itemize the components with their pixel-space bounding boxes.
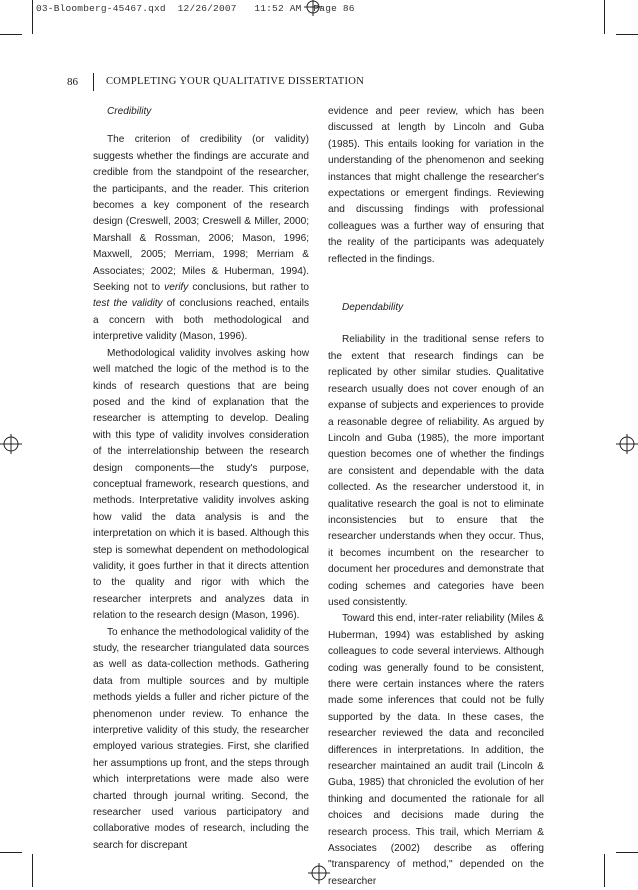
page-number: 86 xyxy=(67,76,78,88)
paragraph: To enhance the methodological validity of the study, the researcher triangulated data sources as well as data-collection methods. Gathering data from multiple sources and by multiple methods yields a fuller and richer picture of the phenomenon under review. To enhance the interpretive validity of this study, the researcher employed various strategies. First, she clarified her assumptions up front, and the steps through which interpretations were made also were charted through journal writing. Second, the researcher used various participatory and collaborative modes of research, including the search for discrepant xyxy=(93,626,309,851)
crop-mark xyxy=(0,34,22,35)
paragraph: The criterion of credibility (or validity) suggests whether the findings are accurate and credible from the standpoint of the researcher, the participants, and the reader. This criterion becomes a key component of the research design (Creswell, 2003; Creswell & Miller, 2000; Marshall & Rossman, 2006; Mason, 1996; Maxwell, 2005; Merriam, 1998; Merriam & Associates; 2002; Miles & Huberman, 1994). Seeking not to verify conclusions, but rather to test the validity of conclusions reached, entails a concern with both methodological and interpretive validity (Mason, 1996). xyxy=(93,134,309,343)
registration-mark-icon xyxy=(308,862,330,884)
slug-page: Page 86 xyxy=(313,3,355,14)
crop-mark xyxy=(0,852,22,853)
crop-mark xyxy=(604,854,605,887)
crop-mark xyxy=(32,0,33,34)
right-column xyxy=(328,104,544,890)
crop-mark xyxy=(616,34,638,35)
left-column xyxy=(93,104,309,854)
paragraph: Toward this end, inter-rater reliability (Miles & Huberman, 1994) was established by asking colleagues to code several interviews. Although coding was generally found to be consistent, there were certain instances where the raters made some inferences that could not be fully supported by the data. In these cases, the researcher reviewed the data and reconciled differences in interpretations. In addition, the researcher maintained an audit trail (Lincoln & Guba, 1985) that chronicled the evolution of her thinking and documented the rationale for all choices and decisions made during the research process. This trail, which Merriam & Associates (2002) describe as offering "transparency of method," depended on the researcher xyxy=(328,613,544,887)
registration-mark-icon xyxy=(0,433,22,455)
slug-file: 03-Bloomberg-45467.qxd xyxy=(36,3,166,14)
section-heading-dependability: Dependability xyxy=(342,302,404,314)
paragraph: Methodological validity involves asking how well matched the logic of the method is to the kinds of research questions that are being posed and the kind of explanation that the researcher is attempting to develop. Dealing with this type of validity involves consideration of the interrelationship between the research design components—the study's purpose, conceptual framework, research questions, and methods. Interpretative validity involves asking how valid the data analysis is and the interpretation on which it is based. Although this step is somewhat dependent on methodological validity, it goes further in that it directs attention to the quality and rigor with which the researcher interprets and analyzes data in relation to the research design (Mason, 1996). xyxy=(93,347,309,622)
crop-mark xyxy=(32,854,33,887)
running-title: COMPLETING YOUR QUALITATIVE DISSERTATION xyxy=(106,76,365,87)
paragraph: Reliability in the traditional sense refers to the extent that research findings can be replicated by other similar studies. Qualitative research usually does not cover enough of an expanse of subjects and experiences to provide a reasonable degree of reliability. As argued by Lincoln and Guba (1985), the more important question becomes one of whether the findings are consistent and dependable with the data collected. As the researcher understood it, in qualitative research the goal is not to eliminate inconsistencies but to ensure that the researcher understands when they occur. Thus, it becomes incumbent on the researcher to document her procedures and demonstrate that coding schemes and categories have been used consistently. xyxy=(328,334,544,608)
slug-date: 12/26/2007 xyxy=(177,3,237,14)
crop-mark xyxy=(604,0,605,34)
registration-mark-icon xyxy=(302,0,324,22)
section-heading-credibility: Credibility xyxy=(107,106,152,117)
running-header xyxy=(60,76,580,90)
crop-mark xyxy=(616,852,638,853)
header-divider xyxy=(93,73,94,91)
slug-time: 11:52 AM xyxy=(254,3,302,14)
registration-mark-icon xyxy=(616,433,638,455)
paragraph: evidence and peer review, which has been discussed at length by Lincoln and Guba (1985). This entails looking for variation in the understanding of the phenomenon and seeking instances that might challenge the researcher's expectations or emergent findings. Reviewing and discussing findings with professional colleagues was a further way of ensuring that the reality of the participants was adequately reflected in the findings. xyxy=(328,106,544,265)
